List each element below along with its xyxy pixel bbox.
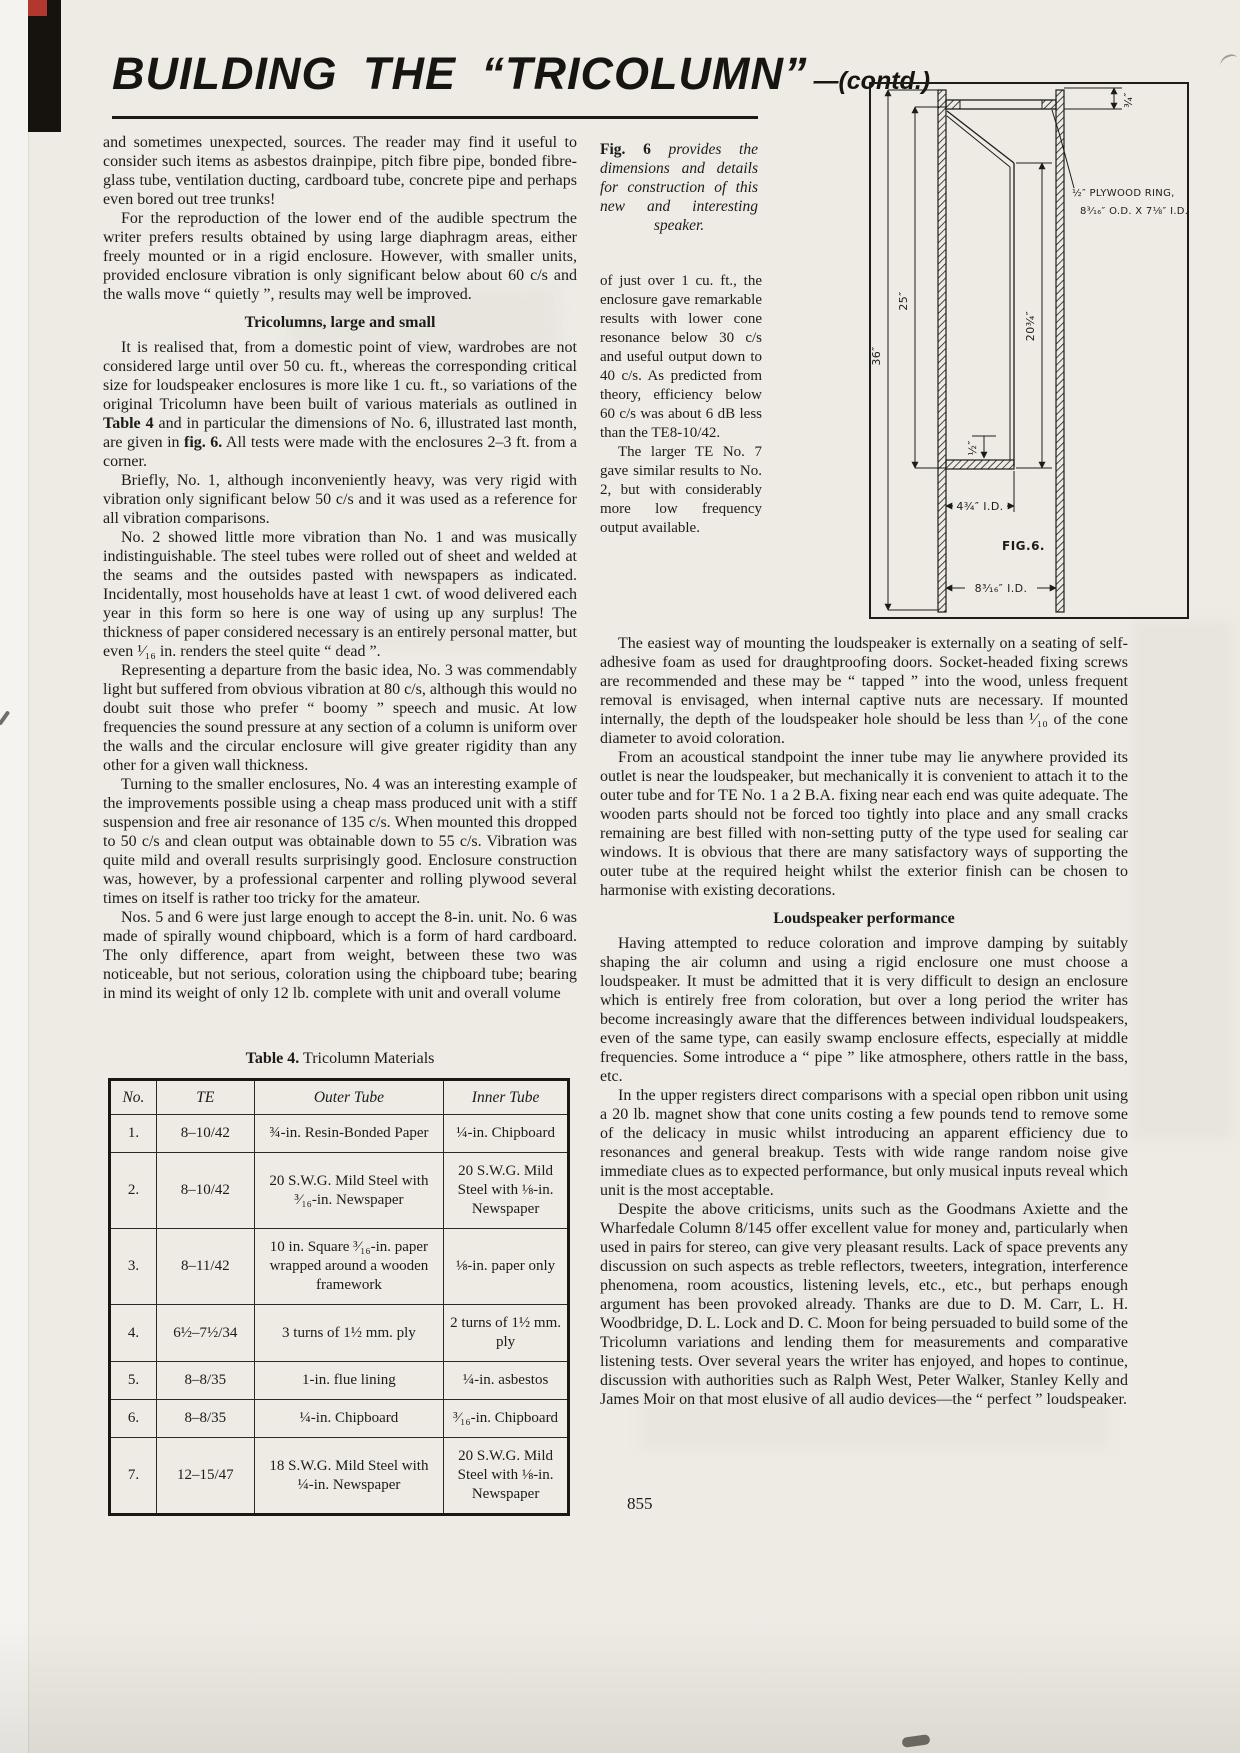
plywood-ring-label-line1: ½″ PLYWOOD RING, [1072, 188, 1175, 199]
middle-column [600, 272, 762, 538]
scan-bottom-shade [0, 1620, 1240, 1753]
right-column [600, 634, 1128, 1409]
dim-label-34: ¾″ [1122, 92, 1135, 108]
col-header-no: No. [110, 1080, 157, 1115]
paragraph: of just over 1 cu. ft., the enclosure gave remarkable results with lower cone resonance below 30 c/s and useful output down to 40 c/s. As predicted from theory, efficiency below 60 c/s was about 6 dB less than the TE8-10/42. [600, 273, 762, 441]
outer-tube-left-wall [938, 90, 946, 612]
cell-te: 8–8/35 [156, 1362, 254, 1400]
scan-smudge [901, 1734, 930, 1748]
cell-te: 8–11/42 [156, 1229, 254, 1305]
paragraph: Having attempted to reduce coloration and improve damping by suitably shaping the air column and using a rigid enclosure one must choose a loudspeaker. It must be admitted that it is very difficult to design an enclosure which is entirely free from coloration, but over a long period the writer has become increasingly aware that the differences between individual loudspeakers, even of the same type, can easily swamp enclosure effects, especially at middle frequencies. Some introduce a “ pipe ” like atmosphere, others rattle in the bass, etc. [600, 935, 1128, 1085]
dim-label-12: ½″ [966, 440, 979, 456]
scan-red-mark [28, 0, 47, 16]
top-plate-ring-right [1042, 100, 1056, 109]
figure-caption-label: Fig. 6 [600, 141, 651, 158]
fig6-diagram [864, 76, 1194, 621]
cell-inner: ⅛-in. paper only [444, 1229, 569, 1305]
paragraph: For the reproduction of the lower end of the audible spectrum the writer prefers results obtained by using large diaphragm areas, either freely mounted or in a rigid enclosure. However, with smaller units, provided enclosure vibration is only significant below about 60 c/s and the walls move “ quietly ”, results may well be improved. [103, 210, 577, 303]
plywood-ring-label-line2: 8³⁄₁₆″ O.D. X 7⅛″ I.D. [1080, 206, 1189, 217]
cell-outer: 10 in. Square ³⁄₁₆-in. paper wrapped around a wooden framework [254, 1229, 443, 1305]
cell-inner: ³⁄₁₆-in. Chipboard [444, 1400, 569, 1438]
cell-te: 8–8/35 [156, 1400, 254, 1438]
table-caption-text: Tricolumn Materials [299, 1050, 435, 1067]
cell-outer: ¾-in. Resin-Bonded Paper [254, 1115, 443, 1153]
dim-label-20-34: 20¾″ [1024, 310, 1037, 342]
cell-inner: 20 S.W.G. Mild Steel with ⅛-in. Newspaper [444, 1153, 569, 1229]
left-column [103, 133, 577, 1003]
table-header-row [110, 1080, 569, 1115]
table-row [110, 1438, 569, 1515]
table-row [110, 1153, 569, 1229]
paragraph: Despite the above criticisms, units such as the Goodmans Axiette and the Wharfedale Column 8/145 offer excellent value for money and, particularly when used in pairs for stereo, can give very pleasant results. Lack of space prevents any discussion on such aspects as treble reflectors, tweeters, integration, interference phenomena, room acoustics, listening levels, etc., etc., but perhaps enough argument has been provoked already. Thanks are due to D. M. Carr, L. H. Woodbridge, D. L. Lock and D. C. Moon for being persuaded to build some of the Tricolumn variations and lending them for measurements and comparative listening tests. Over several years the writer has enjoyed, and hopes to continue, discussion with authorities such as Ralph West, Peter Walker, Stanley Kelly and James Moir on that most elusive of all audio devices—the “ perfect ” loudspeaker. [600, 1201, 1128, 1408]
title-rule [112, 116, 758, 119]
dim-label-36: 36″ [870, 346, 883, 366]
paragraph: In the upper registers direct comparisons with a special open ribbon unit using a 20 lb. magnet show that cone units costing a few pounds tend to remove some of the delicacy in music whilst introducing an apparent efficiency due to resonances and general breakup. Tests with wide range random noise give immediate clues as to expected performance, but only musical inputs reveal which unit is the most acceptable. [600, 1087, 1128, 1199]
section-heading-performance: Loudspeaker performance [773, 910, 955, 927]
paragraph: No. 2 showed little more vibration than No. 1 and was musically indistinguishable. The steel tubes were rolled out of sheet and welded at the seams and the outsides pasted with newspapers as indicated. Incidentally, most households have at least 1 cwt. of wood delivered each year in this form so here is one way of using up any surplus! The thickness of paper considered necessary is an entirely personal matter, but even ¹⁄₁₆ in. renders the steel quite “ dead ”. [103, 529, 577, 660]
cell-no: 3. [110, 1229, 157, 1305]
paragraph-text: It is realised that, from a domestic point of view, wardrobes are not considered large until over 50 cu. ft., whereas the corresponding critical size for loudspeaker enclosures is more like 1 cu. ft., so variations of the original Tricolumn have been built of various materials as outlined in [103, 339, 577, 413]
paragraph: Representing a departure from the basic idea, No. 3 was commendably light but suffered from obvious vibration at 80 c/s, although this would no doubt suit those who prefer “ boomy ” speech and music. At low frequencies the sound pressure at any section of a column is uniform over the walls and the circular enclosure will give greater rigidity than any other for a given wall thickness. [103, 662, 577, 774]
page-title-text: BUILDING THE “TRICOLUMN” [112, 48, 808, 99]
table4-reference: Table 4 [103, 415, 154, 432]
materials-table-section [108, 1050, 572, 1516]
col-header-outer: Outer Tube [254, 1080, 443, 1115]
materials-table [108, 1078, 570, 1516]
inner-tube-taper-outer [947, 111, 1014, 163]
page-number: 855 [627, 1494, 653, 1513]
cell-no: 6. [110, 1400, 157, 1438]
figure-caption [600, 140, 758, 235]
cell-outer: ¼-in. Chipboard [254, 1400, 443, 1438]
paragraph-text: and in particular the dimensions of No. 6, illustrated last month, are given in [103, 415, 577, 451]
bleedthrough-ghost [1132, 620, 1232, 1140]
section-heading-tricolumns: Tricolumns, large and small [244, 314, 436, 331]
outer-tube-right-wall [1056, 90, 1064, 612]
paragraph: From an acoustical standpoint the inner tube may lie anywhere provided its outlet is near the loudspeaker, but mechanically it is convenient to attach it to the outer tube and for TE No. 1 a 2 B.A. fixing near each end was quite adequate. The wooden parts should not be forced too tightly into place and any small cracks remaining are best filled with non-setting putty of the type used for sealing car windows. It is obvious that there are many satisfactory ways of supporting the outer tube at the required height whilst the exterior finish can be chosen to harmonise with existing decorations. [600, 749, 1128, 899]
figure-caption-text: provides the dimensions and details for construction of this new and interesting speaker. [600, 141, 758, 234]
table-caption [108, 1050, 572, 1068]
scan-left-margin [0, 0, 29, 1753]
cell-no: 7. [110, 1438, 157, 1515]
table-caption-label: Table 4. [245, 1050, 300, 1067]
paragraph: Nos. 5 and 6 were just large enough to accept the 8-in. unit. No. 6 was made of spirally wound chipboard, which is a form of hard cardboard. The only difference, apart from weight, between these two was noticeable, but not serious, coloration using the chipboard tube; bearing in mind its weight of only 12 lb. complete with unit and overall volume [103, 909, 577, 1002]
cell-inner: ¼-in. Chipboard [444, 1115, 569, 1153]
cell-outer: 18 S.W.G. Mild Steel with ¼-in. Newspaper [254, 1438, 443, 1515]
cell-no: 4. [110, 1305, 157, 1362]
inner-tube-bottom-plug [946, 460, 1014, 469]
cell-te: 6½–7½/34 [156, 1305, 254, 1362]
cell-no: 5. [110, 1362, 157, 1400]
paragraph: The larger TE No. 7 gave similar results to No. 2, but with considerably more low frequency output available. [600, 444, 762, 536]
dim-label-25: 25″ [897, 291, 910, 311]
paragraph: Turning to the smaller enclosures, No. 4 was an interesting example of the improvements possible using a cheap mass produced unit with a stiff suspension and free air resonance of 135 c/s. When mounted this dropped to 50 c/s and clean output was obtainable down to 55 c/s. Vibration was quite mild and overall results surprisingly good. Enclosure construction was, however, by a professional carpenter and rolling plywood several times on itself is rather too tricky for the amateur. [103, 776, 577, 907]
cell-outer: 1-in. flue lining [254, 1362, 443, 1400]
cell-inner: 20 S.W.G. Mild Steel with ⅛-in. Newspaper [444, 1438, 569, 1515]
page-title-suffix: —(contd.) [813, 67, 931, 95]
table-row [110, 1400, 569, 1438]
table-row [110, 1305, 569, 1362]
top-plate [946, 100, 1056, 109]
cell-outer: 20 S.W.G. Mild Steel with ³⁄₁₆-in. Newspaper [254, 1153, 443, 1229]
cell-inner: ¼-in. asbestos [444, 1362, 569, 1400]
cell-no: 1. [110, 1115, 157, 1153]
scan-black-strip [28, 0, 61, 132]
cell-no: 2. [110, 1153, 157, 1229]
paragraph: and sometimes unexpected, sources. The reader may find it useful to consider such items as asbestos drainpipe, pitch fibre pipe, bonded fibre-glass tube, ventilation ducting, cardboard tube, concrete pipe and perhaps even bored out tree trunks! [103, 134, 577, 208]
table-row [110, 1115, 569, 1153]
dim-label-4-34: 4¾″ I.D. [956, 500, 1004, 513]
cell-te: 8–10/42 [156, 1153, 254, 1229]
cell-te: 8–10/42 [156, 1115, 254, 1153]
table-row [110, 1229, 569, 1305]
col-header-te: TE [156, 1080, 254, 1115]
paragraph [103, 338, 577, 471]
paragraph: The easiest way of mounting the loudspeaker is externally on a seating of self-adhesive foam as used for draughtproofing doors. Socket-headed fixing screws are recommended and these may be “ tapped ” into the wood, unless frequent removal is envisaged, when internal captive nuts are necessary. If mounted internally, the depth of the loudspeaker hole should be less than ¹⁄₁₀ of the cone diameter to avoid coloration. [600, 635, 1128, 747]
cell-te: 12–15/47 [156, 1438, 254, 1515]
paragraph-text: All tests were made with the enclosures 2–3 ft. from a corner. [103, 434, 577, 470]
dim-label-8-316: 8³⁄₁₆″ I.D. [974, 582, 1028, 595]
top-plate-ring-left [946, 100, 960, 109]
paragraph: Briefly, No. 1, although inconveniently heavy, was very rigid with vibration only significant below 50 c/s and it was used as a reference for all vibration comparisons. [103, 472, 577, 527]
figure-number-label: FIG.6. [1002, 539, 1045, 553]
col-header-inner: Inner Tube [444, 1080, 569, 1115]
cell-outer: 3 turns of 1½ mm. ply [254, 1305, 443, 1362]
inner-tube-taper-inner [947, 116, 1010, 167]
fig6-reference: fig. 6. [184, 434, 223, 451]
scan-corner-mark [1218, 53, 1239, 72]
cell-inner: 2 turns of 1½ mm. ply [444, 1305, 569, 1362]
table-row [110, 1362, 569, 1400]
